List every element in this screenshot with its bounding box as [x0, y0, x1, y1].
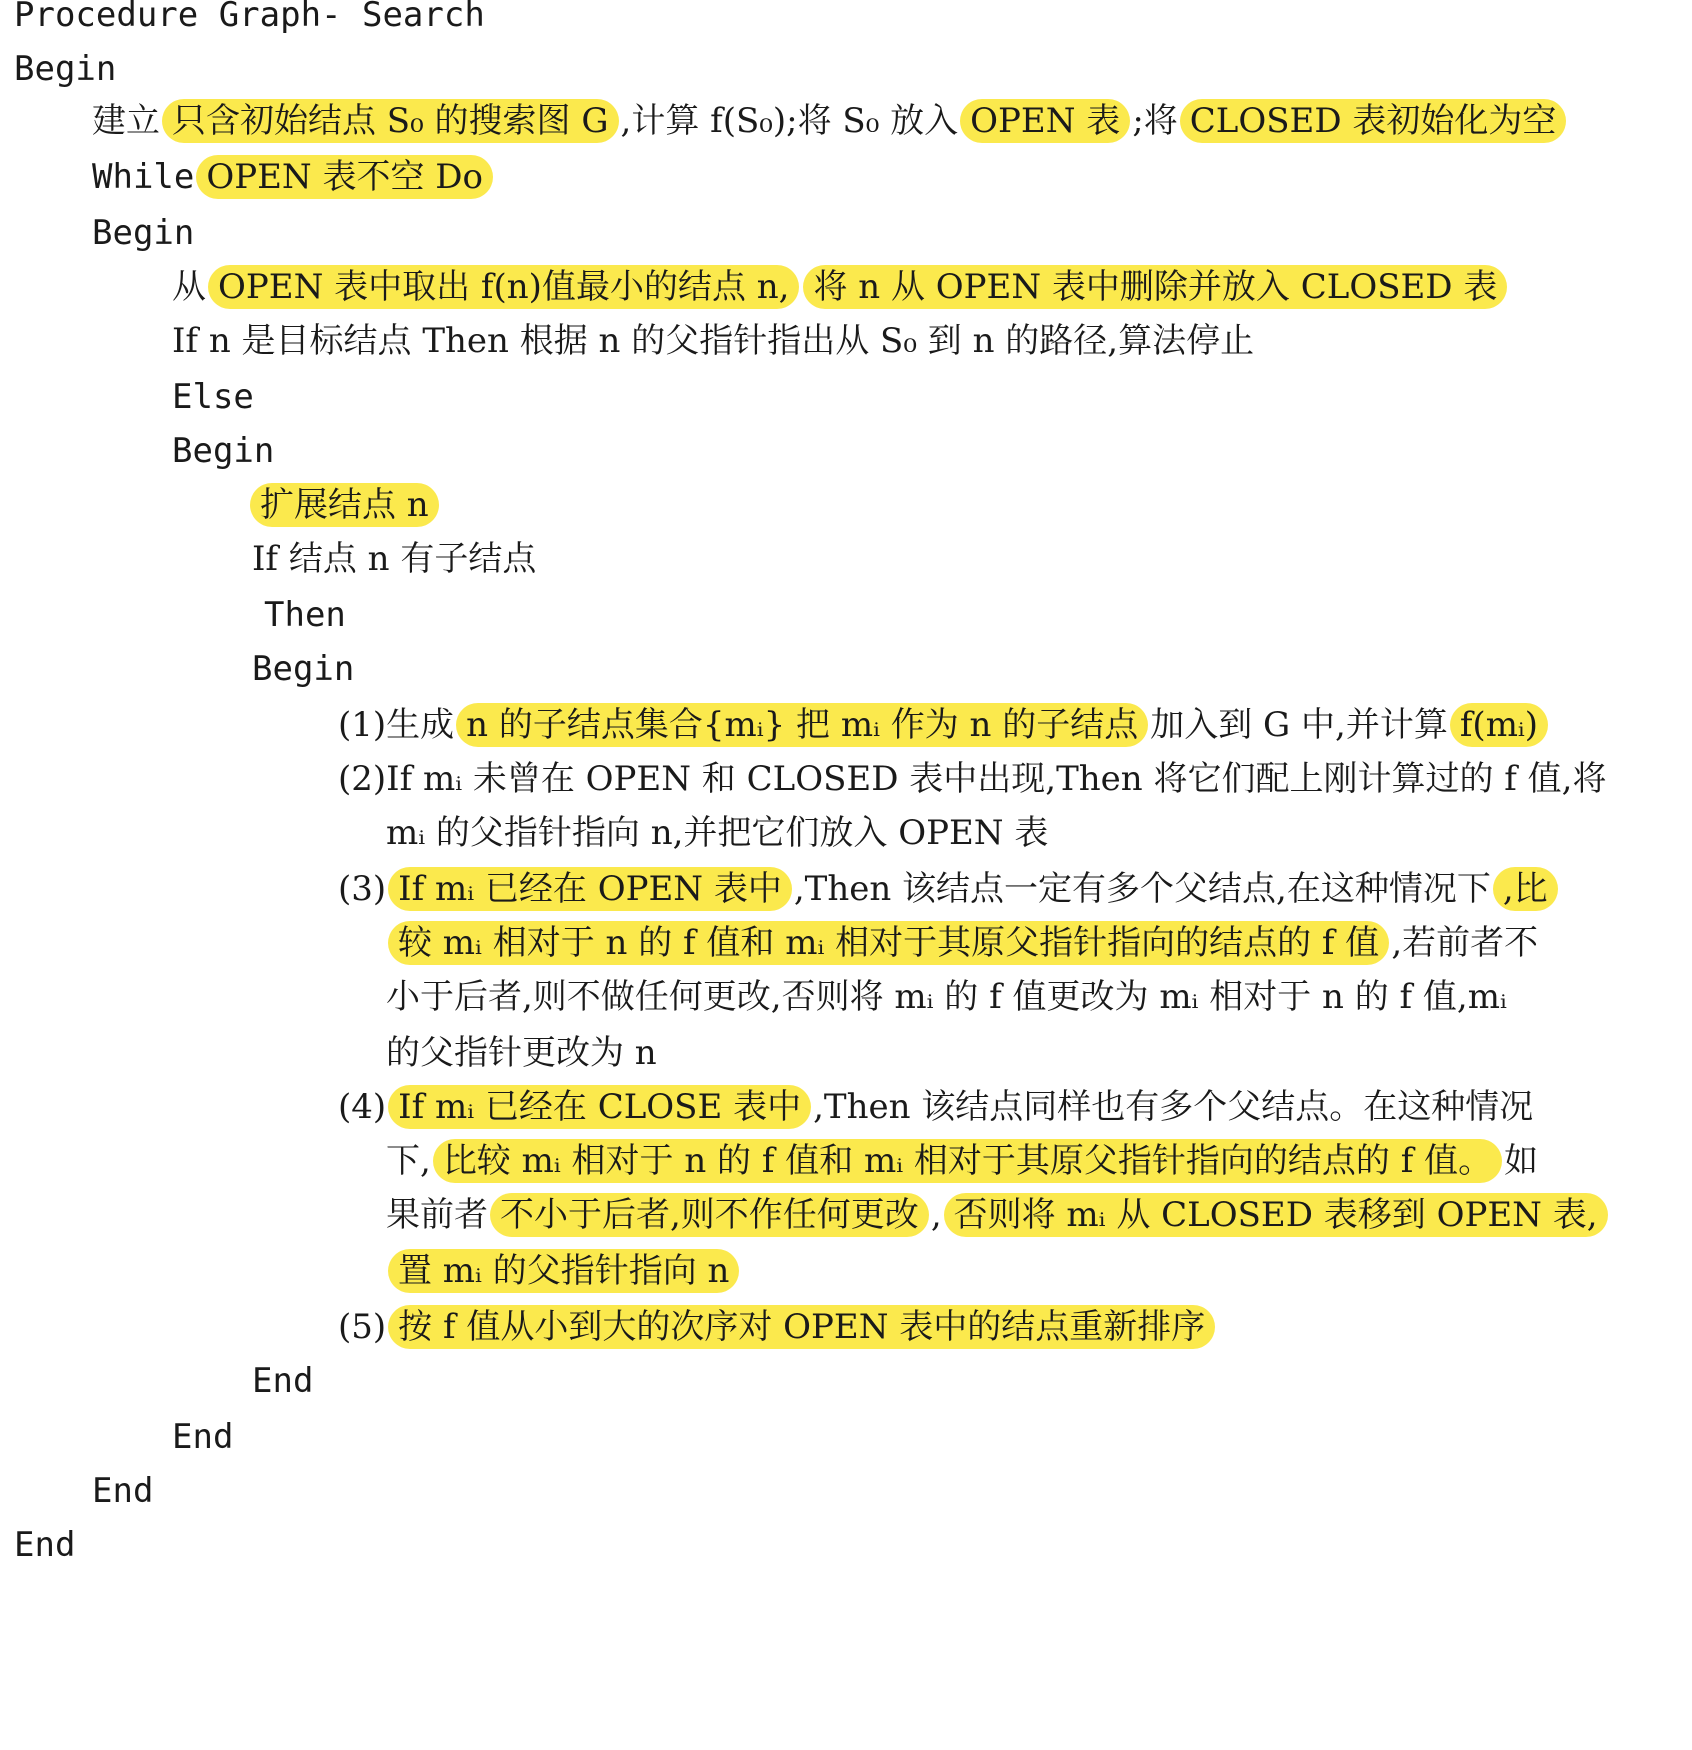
while-highlight: OPEN 表不空 Do: [196, 155, 493, 199]
step4-line1: [338, 1084, 1533, 1130]
take-line: [172, 264, 1509, 310]
step5-highlight: 按 f 值从小到大的次序对 OPEN 表中的结点重新排序: [388, 1305, 1215, 1349]
step4-highlight-move: 否则将 mᵢ 从 CLOSED 表移到 OPEN 表,: [944, 1193, 1608, 1237]
then-keyword: Then: [264, 595, 346, 635]
begin-while: Begin: [92, 213, 195, 253]
end-then: End: [252, 1361, 314, 1401]
init-highlight-open: OPEN 表: [960, 99, 1130, 143]
expand-line: [248, 482, 441, 528]
step3-text-c: ,Then 该结点一定有多个父结点,在这种情况下: [793, 869, 1491, 909]
begin-then: Begin: [252, 649, 355, 689]
step4-text-c: ,Then 该结点同样也有多个父结点。在这种情况: [813, 1087, 1534, 1127]
step3-line3: 小于后者,则不做任何更改,否则将 mᵢ 的 f 值更改为 mᵢ 相对于 n 的 f 值,mᵢ: [386, 977, 1507, 1017]
take-text-a: 从: [172, 267, 206, 307]
end-else: End: [172, 1417, 234, 1457]
step3-line4: 的父指针更改为 n: [386, 1033, 657, 1073]
step1-highlight-children: n 的子结点集合{mᵢ} 把 mᵢ 作为 n 的子结点: [456, 703, 1148, 747]
take-highlight-2: 将 n 从 OPEN 表中删除并放入 CLOSED 表: [803, 265, 1507, 309]
if-goal-line: If n 是目标结点 Then 根据 n 的父指针指出从 S₀ 到 n 的路径,算法停止: [172, 321, 1255, 361]
init-text-a: 建立: [92, 101, 160, 141]
begin-else: Begin: [172, 431, 275, 471]
step4-line4: [386, 1248, 741, 1294]
init-text-e: ;将: [1132, 101, 1178, 141]
procedure-title: Procedure Graph- Search: [14, 0, 485, 35]
step4-text-l3c: ,: [930, 1195, 942, 1235]
step4-highlight-nochange: 不小于后者,则不作任何更改: [490, 1193, 929, 1237]
step4-text-l3a: 果前者: [386, 1195, 488, 1235]
step3-num: (3): [338, 869, 387, 909]
step1-highlight-f: f(mᵢ): [1450, 703, 1548, 747]
init-highlight-closed: CLOSED 表初始化为空: [1180, 99, 1567, 143]
step4-highlight-parent: 置 mᵢ 的父指针指向 n: [388, 1249, 739, 1293]
while-keyword: While: [92, 157, 195, 197]
step4-text-l2c: 如: [1504, 1141, 1539, 1181]
step3-text-l2b: ,若前者不: [1391, 923, 1539, 963]
expand-highlight: 扩展结点 n: [250, 483, 439, 527]
while-line: [92, 154, 495, 200]
step1-text-a: (1)生成: [338, 705, 455, 745]
step3-line1: [338, 866, 1560, 912]
step5-line: [338, 1304, 1217, 1350]
else-keyword: Else: [172, 377, 254, 417]
step3-highlight-if: If mᵢ 已经在 OPEN 表中: [388, 867, 792, 911]
take-highlight-1: OPEN 表中取出 f(n)值最小的结点 n,: [208, 265, 799, 309]
step1-text-c: 加入到 G 中,并计算: [1150, 705, 1448, 745]
step2-line2: mᵢ 的父指针指向 n,并把它们放入 OPEN 表: [386, 813, 1049, 853]
if-child-line: If 结点 n 有子结点: [252, 539, 537, 579]
step1-line: [338, 702, 1550, 748]
step4-highlight-compare: 比较 mᵢ 相对于 n 的 f 值和 mᵢ 相对于其原父指针指向的结点的 f 值。: [433, 1139, 1502, 1183]
begin-outer: Begin: [14, 49, 117, 89]
step2-line1: (2)If mᵢ 未曾在 OPEN 和 CLOSED 表中出现,Then 将它们配上刚计算过的 f 值,将: [338, 759, 1607, 799]
step3-line2: [386, 920, 1538, 966]
step3-highlight-bi: ,比: [1493, 867, 1558, 911]
init-text-c: ,计算 f(S₀);将 S₀ 放入: [620, 101, 959, 141]
end-while: End: [92, 1471, 154, 1511]
step4-num: (4): [338, 1087, 387, 1127]
step3-highlight-compare: 较 mᵢ 相对于 n 的 f 值和 mᵢ 相对于其原父指针指向的结点的 f 值: [388, 921, 1389, 965]
init-line: [92, 98, 1568, 144]
step4-highlight-if: If mᵢ 已经在 CLOSE 表中: [388, 1085, 811, 1129]
step5-num: (5): [338, 1307, 387, 1347]
step4-line3: [386, 1192, 1610, 1238]
end-outer: End: [14, 1525, 76, 1565]
step4-line2: [386, 1138, 1538, 1184]
init-highlight-graph: 只含初始结点 S₀ 的搜索图 G: [162, 99, 619, 143]
step4-text-l2a: 下,: [386, 1141, 431, 1181]
